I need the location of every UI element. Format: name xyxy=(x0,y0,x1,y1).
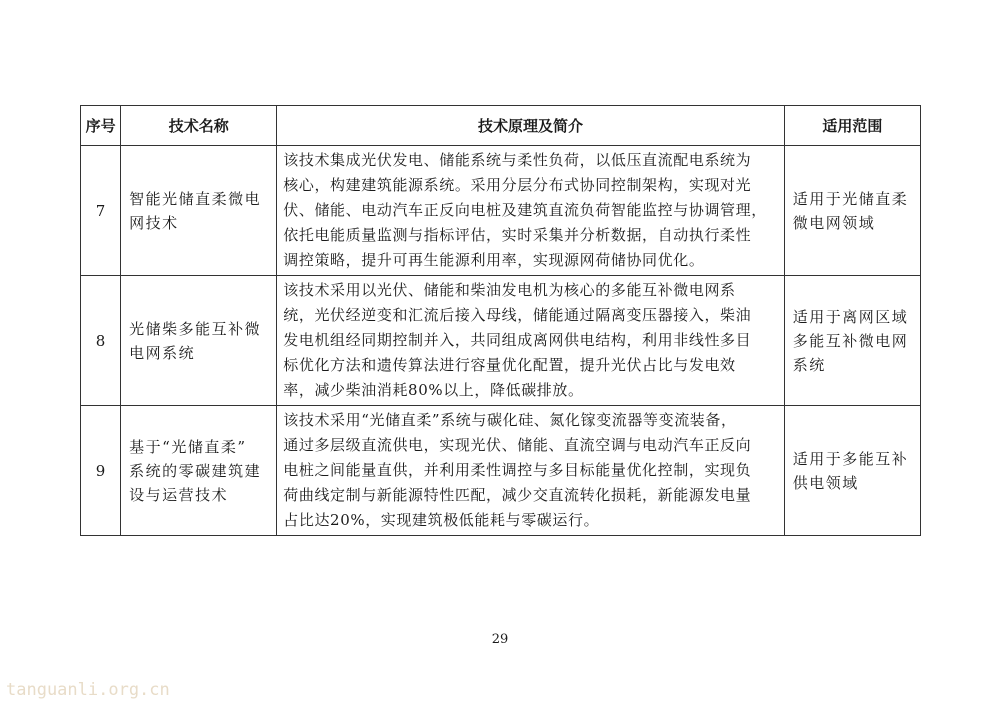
cell-description-line: 占比达20%，实现建筑极低能耗与零碳运行。 xyxy=(283,511,600,529)
cell-scope-line: 微电网领域 xyxy=(792,213,876,232)
cell-no: 8 xyxy=(81,276,121,406)
table-row xyxy=(81,406,921,536)
watermark: tanguanli.org.cn xyxy=(6,680,170,700)
table-row xyxy=(81,276,921,406)
table-header-row xyxy=(81,106,921,146)
table-row xyxy=(81,146,921,276)
cell-name-line: 光储柴多能互补微 xyxy=(129,319,262,338)
page-number: 29 xyxy=(491,632,509,647)
cell-description-line: 依托电能质量监测与指标评估，实时采集并分析数据，自动执行柔性 xyxy=(283,226,752,244)
cell-description-line: 调控策略，提升可再生能源利用率，实现源网荷储协同优化。 xyxy=(283,251,705,269)
cell-description-line: 标优化方法和遗传算法进行容量优化配置，提升光伏占比与发电效 xyxy=(283,356,736,374)
cell-name-line: 设与运营技术 xyxy=(129,485,229,504)
cell-description-line: 该技术采用“光储直柔”系统与碳化硅、氮化镓变流器等变流装备， xyxy=(283,411,737,429)
cell-description-line: 发电机组经同期控制并入，共同组成离网供电结构，利用非线性多目 xyxy=(283,331,752,349)
cell-description-line: 核心，构建建筑能源系统。采用分层分布式协同控制架构，实现对光 xyxy=(283,176,752,194)
cell-scope-line: 适用于光储直柔 xyxy=(792,189,909,208)
cell-name-line: 电网系统 xyxy=(129,343,196,362)
cell-description xyxy=(277,406,785,536)
cell-name-line: 网技术 xyxy=(129,213,179,232)
cell-name xyxy=(121,276,277,406)
cell-description-line: 统，光伏经逆变和汇流后接入母线，储能通过隔离变压器接入，柴油 xyxy=(283,306,752,324)
cell-name-line: 系统的零碳建筑建 xyxy=(129,461,262,480)
cell-scope xyxy=(784,146,920,276)
cell-scope xyxy=(784,406,920,536)
header-description: 技术原理及简介 xyxy=(277,106,785,146)
header-no: 序号 xyxy=(81,106,121,146)
cell-description-line: 荷曲线定制与新能源特性匹配，减少交直流转化损耗，新能源发电量 xyxy=(283,486,752,504)
cell-description-line: 该技术采用以光伏、储能和柴油发电机为核心的多能互补微电网系 xyxy=(283,281,736,299)
cell-description-line: 通过多层级直流供电，实现光伏、储能、直流空调与电动汽车正反向 xyxy=(283,436,752,454)
technology-table xyxy=(80,105,921,536)
cell-name xyxy=(121,146,277,276)
cell-name xyxy=(121,406,277,536)
cell-no: 9 xyxy=(81,406,121,536)
cell-scope-line: 适用于离网区域 xyxy=(792,307,909,326)
cell-description-line: 该技术集成光伏发电、储能系统与柔性负荷，以低压直流配电系统为 xyxy=(283,151,752,169)
cell-description-line: 率，减少柴油消耗80%以上，降低碳排放。 xyxy=(283,381,584,399)
cell-no: 7 xyxy=(81,146,121,276)
cell-description-line: 伏、储能、电动汽车正反向电桩及建筑直流负荷智能监控与协调管理， xyxy=(283,201,767,219)
cell-scope-line: 适用于多能互补 xyxy=(792,449,909,468)
header-scope: 适用范围 xyxy=(784,106,920,146)
cell-scope-line: 供电领域 xyxy=(792,473,859,492)
header-name: 技术名称 xyxy=(121,106,277,146)
cell-scope xyxy=(784,276,920,406)
cell-scope-line: 系统 xyxy=(792,355,826,374)
cell-description-line: 电桩之间能量直供，并利用柔性调控与多目标能量优化控制，实现负 xyxy=(283,461,752,479)
cell-name-line: 基于“光储直柔” xyxy=(129,437,247,456)
cell-scope-line: 多能互补微电网 xyxy=(792,331,909,350)
cell-description xyxy=(277,146,785,276)
cell-name-line: 智能光储直柔微电 xyxy=(129,189,262,208)
cell-description xyxy=(277,276,785,406)
